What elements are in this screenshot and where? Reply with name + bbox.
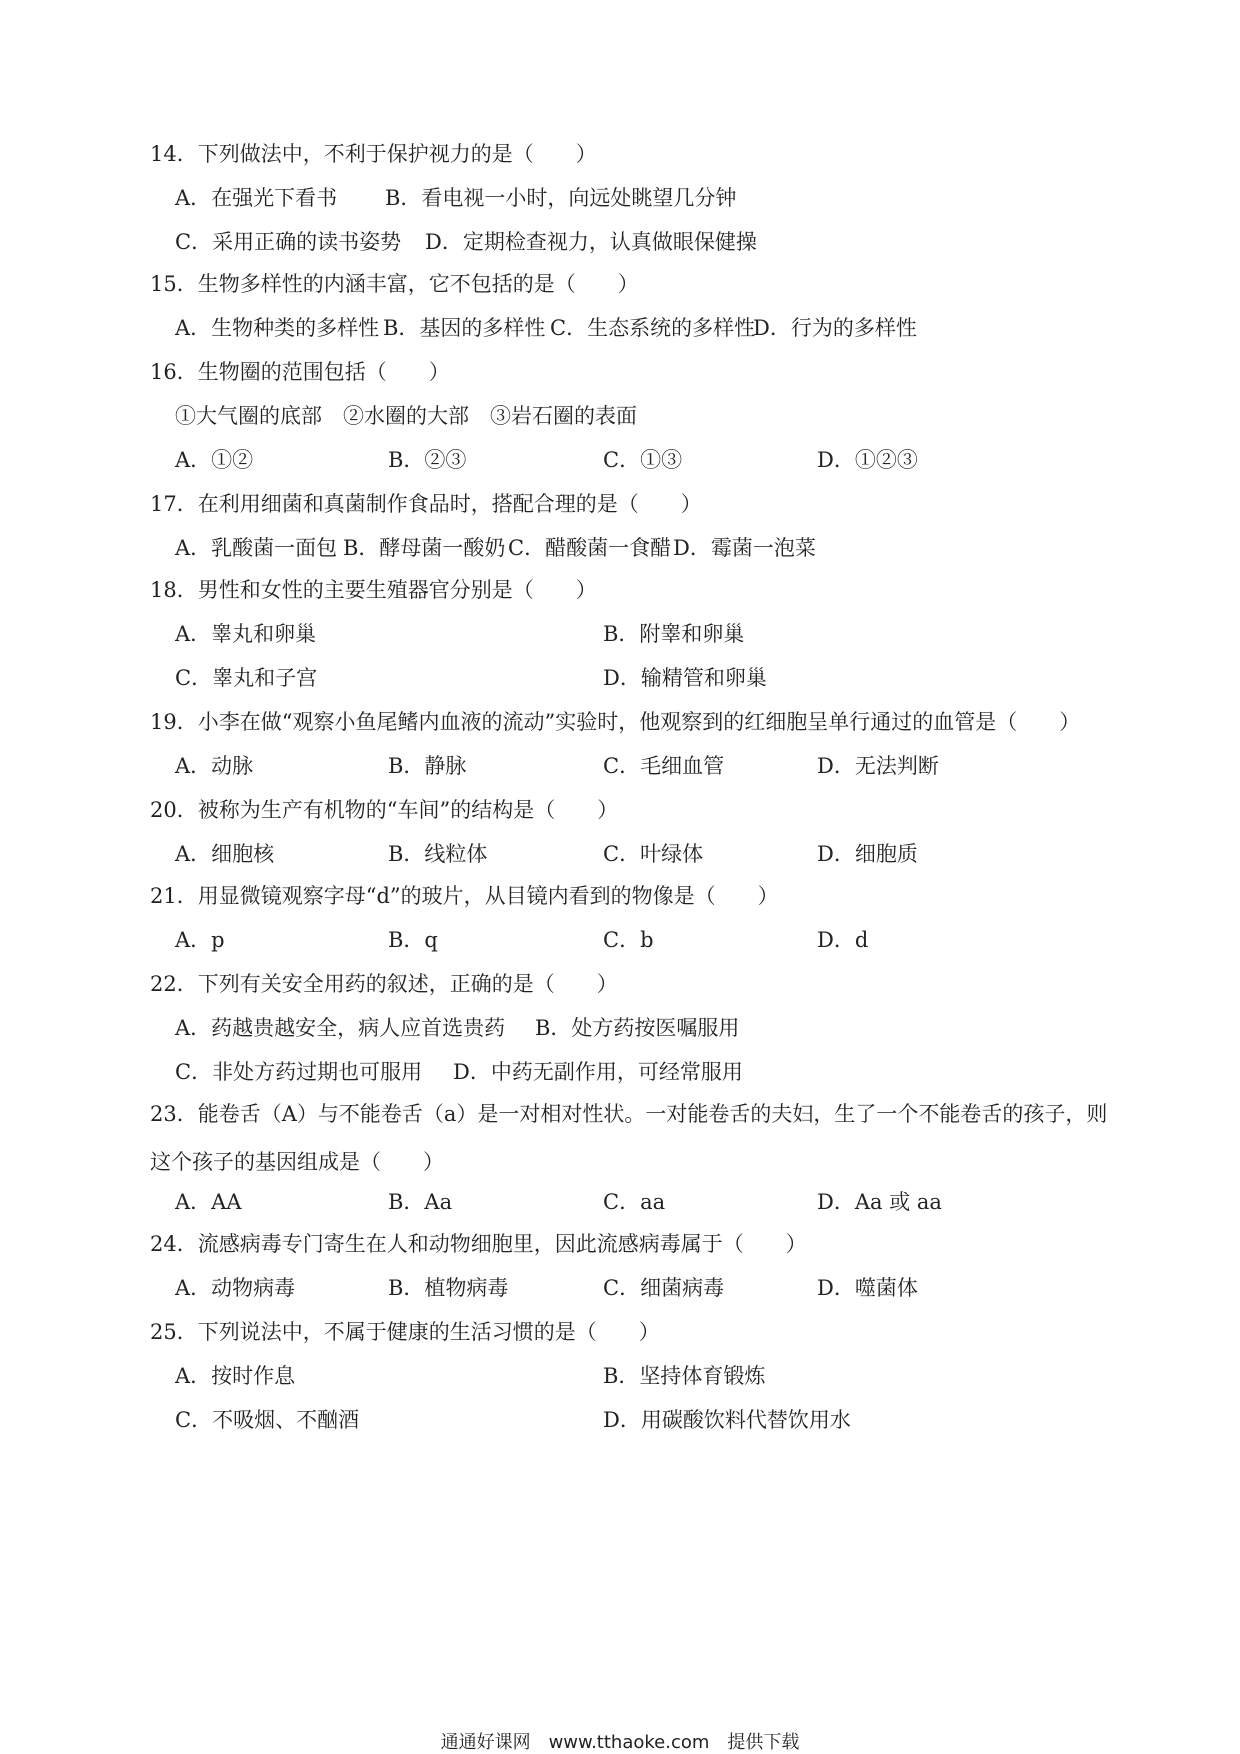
- option-c: C．睾丸和子宫: [175, 666, 318, 690]
- question-24: 24．流感病毒专门寄生在人和动物细胞里，因此流感病毒属于（ ）: [150, 1232, 807, 1256]
- question-25: 25．下列说法中，不属于健康的生活习惯的是（ ）: [150, 1320, 660, 1344]
- question-22: 22．下列有关安全用药的叙述，正确的是（ ）: [150, 972, 618, 996]
- option-d: D．噬菌体: [817, 1276, 918, 1300]
- question-23: 23．能卷舌（A）与不能卷舌（a）是一对相对性状。一对能卷舌的夫妇，生了一个不能卷舌的孩子，则这个孩子的基因组成是（ ）: [150, 1102, 1108, 1174]
- option-d: D．Aa 或 aa: [817, 1190, 942, 1214]
- option-d: D．细胞质: [817, 842, 918, 866]
- option-a: A．乳酸菌一面包: [175, 536, 338, 560]
- option-b: B．q: [388, 928, 438, 952]
- option-b: B．Aa: [388, 1190, 453, 1214]
- option-c: C．①③: [603, 448, 683, 472]
- option-b: B．基因的多样性: [383, 316, 546, 340]
- option-a: A．p: [175, 928, 225, 952]
- option-b: B．酵母菌一酸奶: [343, 536, 506, 560]
- option-d: D．①②③: [817, 448, 918, 472]
- option-b: B．附睾和卵巢: [603, 622, 745, 646]
- option-d: D．d: [817, 928, 869, 952]
- option-b: B．看电视一小时，向远处眺望几分钟: [385, 186, 737, 210]
- option-a: A．动物病毒: [175, 1276, 296, 1300]
- option-d: D．输精管和卵巢: [603, 666, 767, 690]
- option-b: B．②③: [388, 448, 467, 472]
- option-c: C．醋酸菌一食醋: [508, 536, 672, 560]
- option-c: C．细菌病毒: [603, 1276, 725, 1300]
- question-14: 14．下列做法中，不利于保护视力的是（ ）: [150, 142, 597, 166]
- option-c: C．生态系统的多样性: [550, 316, 756, 340]
- option-d: D．行为的多样性: [753, 316, 917, 340]
- question-19: 19．小李在做“观察小鱼尾鳍内血液的流动”实验时，他观察到的红细胞呈单行通过的血管是（ ）: [150, 710, 1081, 734]
- option-c: C．采用正确的读书姿势: [175, 230, 402, 254]
- option-b: B．静脉: [388, 754, 467, 778]
- option-b: B．线粒体: [388, 842, 488, 866]
- option-a: A．按时作息: [175, 1364, 296, 1388]
- question-16: 16．生物圈的范围包括（ ）: [150, 360, 450, 384]
- option-a: A．睾丸和卵巢: [175, 622, 317, 646]
- option-a: A．AA: [175, 1190, 242, 1214]
- option-b: B．处方药按医嘱服用: [535, 1016, 740, 1040]
- option-a: A．药越贵越安全，病人应首选贵药: [175, 1016, 506, 1040]
- page-footer: 通通好课网 www.tthaoke.com 提供下载: [440, 1732, 800, 1753]
- option-c: C．非处方药过期也可服用: [175, 1060, 423, 1084]
- option-b: B．植物病毒: [388, 1276, 509, 1300]
- question-18: 18．男性和女性的主要生殖器官分别是（ ）: [150, 578, 597, 602]
- option-d: D．中药无副作用，可经常服用: [453, 1060, 743, 1084]
- question-21: 21．用显微镜观察字母“d”的玻片，从目镜内看到的物像是（ ）: [150, 884, 779, 908]
- option-d: D．用碳酸饮料代替饮用水: [603, 1408, 851, 1432]
- option-a: A．动脉: [175, 754, 254, 778]
- question-16-statements: ①大气圈的底部 ②水圈的大部 ③岩石圈的表面: [175, 404, 637, 428]
- option-b: B．坚持体育锻炼: [603, 1364, 766, 1388]
- option-a: A．生物种类的多样性: [175, 316, 380, 340]
- option-c: C．不吸烟、不酗酒: [175, 1408, 360, 1432]
- option-c: C．毛细血管: [603, 754, 725, 778]
- option-d: D．霉菌一泡菜: [673, 536, 816, 560]
- option-a: A．细胞核: [175, 842, 275, 866]
- question-17: 17．在利用细菌和真菌制作食品时，搭配合理的是（ ）: [150, 492, 702, 516]
- option-c: C．叶绿体: [603, 842, 704, 866]
- option-d: D．无法判断: [817, 754, 939, 778]
- question-20: 20．被称为生产有机物的“车间”的结构是（ ）: [150, 798, 619, 822]
- option-a: A．在强光下看书: [175, 186, 338, 210]
- question-15: 15．生物多样性的内涵丰富，它不包括的是（ ）: [150, 272, 639, 296]
- option-d: D．定期检查视力，认真做眼保健操: [425, 230, 757, 254]
- option-a: A．①②: [175, 448, 254, 472]
- option-c: C．b: [603, 928, 654, 952]
- option-c: C．aa: [603, 1190, 666, 1214]
